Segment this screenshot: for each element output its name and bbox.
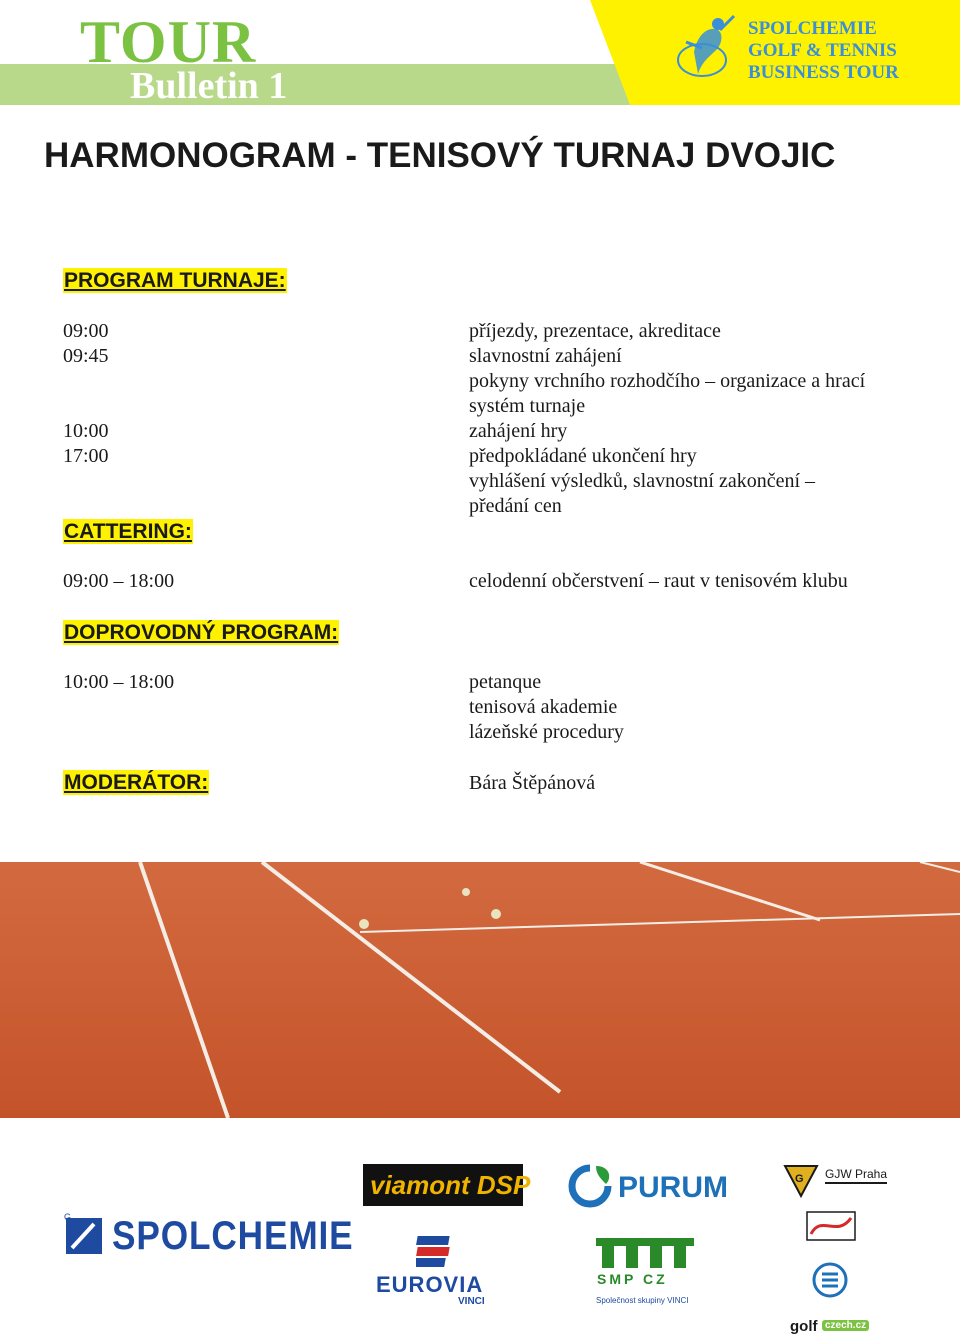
program-time: 17:00 — [63, 445, 109, 467]
catering-heading: CATTERING: — [64, 520, 192, 543]
side-program-time: 10:00 – 18:00 — [63, 671, 175, 693]
side-program-item: petanque — [469, 671, 542, 693]
moderator-name: Bára Štěpánová — [469, 772, 596, 794]
bulletin-label: Bulletin 1 — [130, 65, 288, 107]
program-text: pokyny vrchního rozhodčího – organizace a hrací — [469, 370, 866, 392]
program-text: vyhlášení výsledků, slavnostní zakončení – — [469, 470, 816, 492]
program-text: předání cen — [469, 495, 562, 517]
clay-court-photo — [0, 862, 960, 1118]
tour-brand-name — [748, 18, 899, 84]
program-heading: PROGRAM TURNAJE: — [64, 269, 286, 292]
svg-text:G: G — [795, 1173, 804, 1185]
spolchemie-logo: SPOLCHEMIE — [112, 1214, 354, 1258]
purum-leaf-icon — [566, 1162, 614, 1212]
smp-logo: SMP CZ — [597, 1271, 668, 1287]
side-program-item: tenisová akademie — [469, 696, 618, 718]
program-text: příjezdy, prezentace, akreditace — [469, 320, 721, 342]
side-program-item: lázeňské procedury — [469, 721, 624, 743]
program-text: slavnostní zahájení — [469, 345, 622, 367]
program-text: předpokládané ukončení hry — [469, 445, 697, 467]
brand-line-1: SPOLCHEMIE — [748, 18, 877, 39]
golfer-logo-icon — [672, 12, 744, 84]
brand-line-3: BUSINESS TOUR — [748, 62, 899, 83]
header-banner — [0, 0, 960, 105]
smp-mark-icon — [596, 1236, 694, 1272]
moderator-heading: MODERÁTOR: — [64, 771, 209, 794]
blue-round-logo-icon — [812, 1262, 848, 1298]
program-time: 09:00 — [63, 320, 109, 342]
catering-text: celodenní občerstvení – raut v tenisovém klubu — [469, 570, 848, 592]
catering-time: 09:00 – 18:00 — [63, 570, 175, 592]
svg-text:G: G — [64, 1212, 72, 1222]
program-time: 09:45 — [63, 345, 109, 367]
page-title: HARMONOGRAM - TENISOVÝ TURNAJ DVOJIC — [44, 136, 836, 175]
gjw-logo: GJW Praha — [825, 1167, 887, 1184]
viamont-logo: viamont DSP — [370, 1170, 531, 1200]
spolchemie-logo-icon — [64, 1212, 104, 1254]
techni-servis-logo-icon — [803, 1208, 859, 1244]
gjw-crest-icon — [783, 1164, 819, 1198]
side-program-heading: DOPROVODNÝ PROGRAM: — [64, 621, 339, 644]
smp-subtitle: Společnost skupiny VINCI — [596, 1296, 689, 1305]
brand-line-2: GOLF & TENNIS — [748, 40, 897, 61]
vinci-label: VINCI — [458, 1296, 485, 1307]
eurovia-logo: EUROVIA — [376, 1272, 484, 1297]
program-text: systém turnaje — [469, 395, 586, 417]
tour-title: TOUR — [80, 9, 257, 75]
golfczech-logo: golf — [790, 1318, 818, 1335]
eurovia-mark-icon — [416, 1234, 452, 1270]
program-time: 10:00 — [63, 420, 109, 442]
purum-logo: PURUM — [618, 1171, 728, 1204]
golfczech-domain: czech.cz — [822, 1320, 869, 1331]
program-text: zahájení hry — [469, 420, 568, 442]
